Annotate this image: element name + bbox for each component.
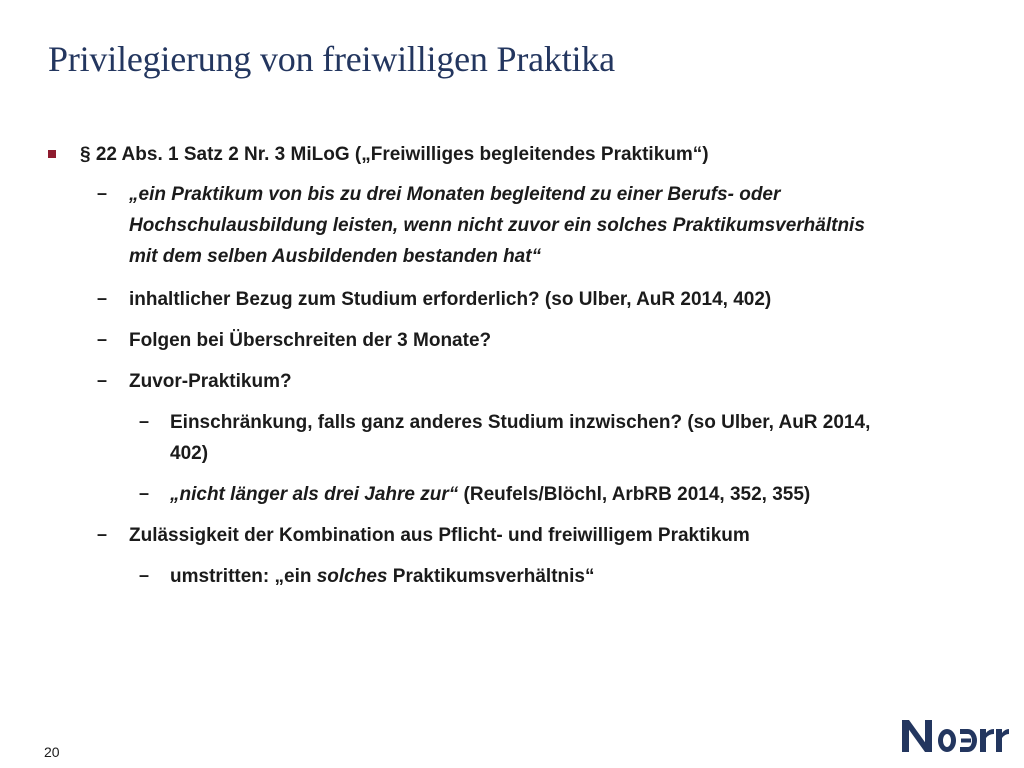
dash-bullet-icon: – — [97, 288, 108, 308]
bullet-zuvor-praktikum: Zuvor-Praktikum? — [129, 371, 292, 392]
dash-bullet-icon: – — [97, 183, 108, 203]
bullet-umstritten-italic: solches — [316, 566, 388, 587]
bullet-umstritten-post: Praktikumsverhältnis“ — [387, 566, 595, 587]
bullet-quote-line-1: „ein Praktikum von bis zu drei Monaten begleitend zu einer Berufs- oder — [129, 184, 781, 205]
bullet-reufels-citation: (Reufels/Blöchl, ArbRB 2014, 352, 355) — [458, 484, 811, 505]
dash-bullet-icon: – — [97, 370, 108, 390]
bullet-quote-line-2: Hochschulausbildung leisten, wenn nicht zuvor ein solches Praktikumsverhältnis — [129, 215, 865, 236]
dash-bullet-icon: – — [139, 565, 150, 585]
page-number: 20 — [44, 744, 60, 760]
bullet-reufels-quote: „nicht länger als drei Jahre zur“ — [170, 484, 459, 505]
bullet-einschraenkung-line-1: Einschränkung, falls ganz anderes Studium inzwischen? (so Ulber, AuR 2014, — [170, 412, 871, 433]
bullet-umstritten-pre: umstritten: „ein — [170, 566, 317, 587]
dash-bullet-icon: – — [139, 411, 150, 431]
bullet-einschraenkung-line-2: 402) — [170, 443, 209, 464]
noerr-logo — [900, 712, 1010, 758]
square-bullet-icon — [48, 150, 56, 158]
slide-title: Privilegierung von freiwilligen Praktika — [48, 39, 615, 79]
bullet-quote-line-3: mit dem selben Ausbildenden bestanden hat“ — [129, 246, 542, 267]
bullet-zulaessigkeit: Zulässigkeit der Kombination aus Pflicht- und freiwilligem Praktikum — [129, 525, 750, 546]
bullet-umstritten — [170, 561, 594, 592]
bullet-mindestlohn-paragraph: § 22 Abs. 1 Satz 2 Nr. 3 MiLoG („Freiwilliges begleitendes Praktikum“) — [80, 144, 709, 165]
bullet-inhaltlicher-bezug: inhaltlicher Bezug zum Studium erforderlich? (so Ulber, AuR 2014, 402) — [129, 289, 772, 310]
dash-bullet-icon: – — [97, 329, 108, 349]
bullet-reufels-bloechl — [170, 479, 810, 510]
dash-bullet-icon: – — [139, 483, 150, 503]
bullet-folgen: Folgen bei Überschreiten der 3 Monate? — [129, 330, 492, 351]
dash-bullet-icon: – — [97, 524, 108, 544]
